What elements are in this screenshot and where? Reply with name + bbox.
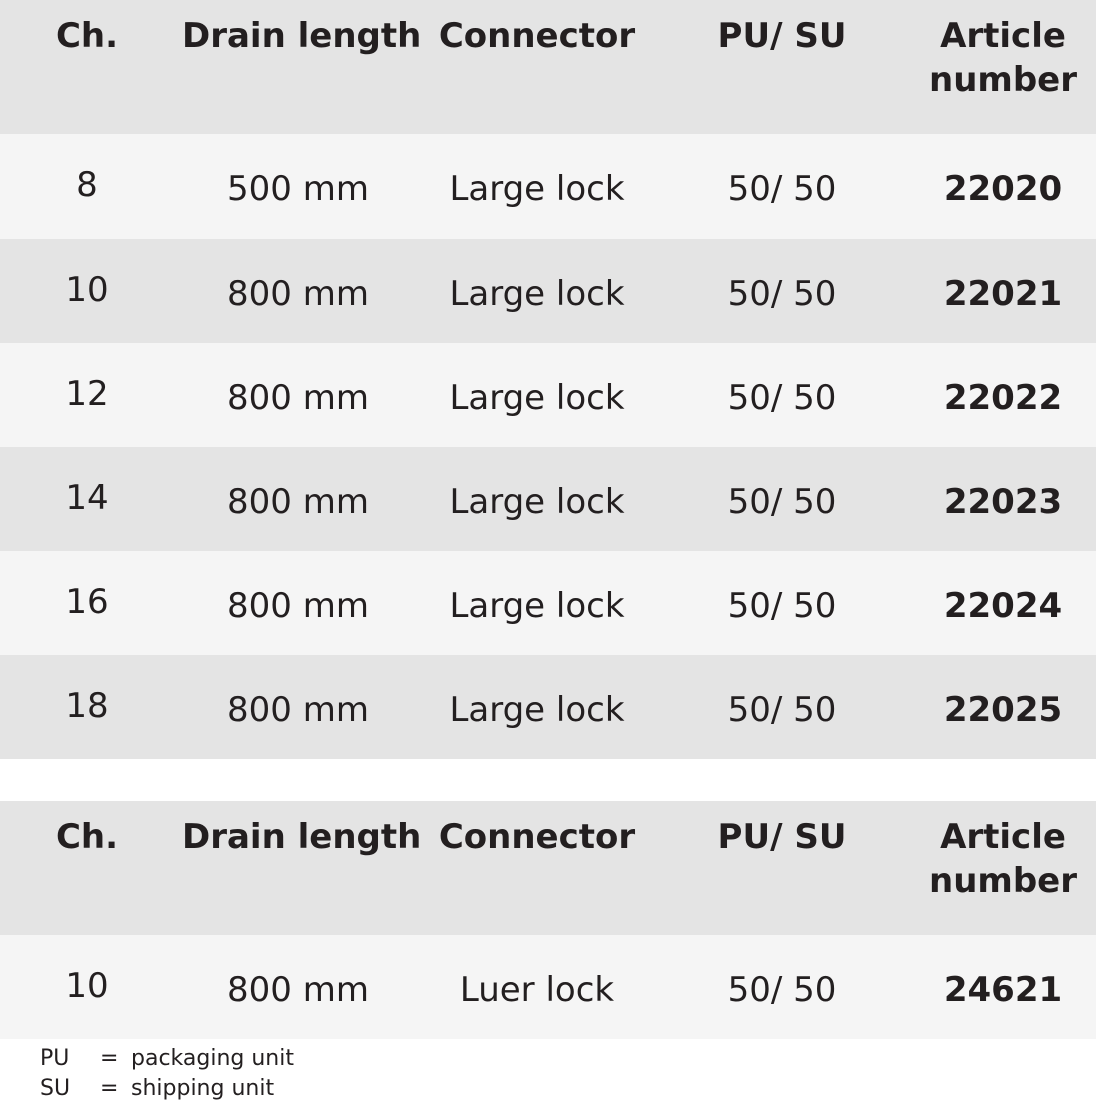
cell-drain-length: 800 mm [227, 482, 369, 522]
cell-article-number: 24621 [943, 970, 1063, 1010]
legend-item-pu [40, 1044, 440, 1074]
table-row [0, 134, 1096, 239]
table-row [0, 551, 1096, 655]
cell-ch: 10 [65, 966, 109, 1006]
cell-drain-length: 800 mm [227, 274, 369, 314]
table-header-row [0, 0, 1096, 134]
cell-pu-su: 50/ 50 [727, 482, 837, 522]
header-article-line2: number [928, 60, 1077, 100]
cell-pu-su: 50/ 50 [727, 970, 837, 1010]
cell-drain-length: 500 mm [227, 169, 369, 209]
cell-connector: Large lock [449, 169, 625, 209]
cell-connector: Large lock [449, 274, 625, 314]
header-ch: Ch. [55, 16, 119, 56]
cell-article-number: 22020 [943, 169, 1063, 209]
cell-connector: Large lock [449, 378, 625, 418]
cell-drain-length: 800 mm [227, 690, 369, 730]
cell-connector: Large lock [449, 482, 625, 522]
cell-pu-su: 50/ 50 [727, 274, 837, 314]
product-table-luer-lock [0, 801, 1096, 1039]
cell-article-number: 22023 [943, 482, 1063, 522]
header-article-number [906, 815, 1096, 903]
legend-equals: = [100, 1046, 119, 1071]
cell-connector: Large lock [449, 690, 625, 730]
cell-ch: 18 [65, 686, 109, 726]
legend [40, 1044, 440, 1104]
table-row [0, 447, 1096, 551]
cell-ch: 12 [65, 374, 109, 414]
legend-item-su [40, 1074, 440, 1104]
legend-definition: shipping unit [131, 1076, 275, 1101]
cell-article-number: 22021 [943, 274, 1063, 314]
cell-ch: 16 [65, 582, 109, 622]
cell-pu-su: 50/ 50 [727, 586, 837, 626]
header-pu-su: PU/ SU [717, 16, 847, 56]
header-connector: Connector [438, 16, 636, 56]
cell-drain-length: 800 mm [227, 378, 369, 418]
table-row [0, 239, 1096, 343]
cell-article-number: 22024 [943, 586, 1063, 626]
cell-connector: Large lock [449, 586, 625, 626]
legend-abbr: PU [40, 1046, 70, 1071]
cell-ch: 10 [65, 270, 109, 310]
cell-pu-su: 50/ 50 [727, 690, 837, 730]
header-article-line1: Article [940, 817, 1066, 857]
cell-ch: 14 [65, 478, 109, 518]
header-pu-su: PU/ SU [717, 817, 847, 857]
legend-equals: = [100, 1076, 119, 1101]
cell-drain-length: 800 mm [227, 970, 369, 1010]
table-row [0, 343, 1096, 447]
cell-article-number: 22022 [943, 378, 1063, 418]
cell-ch: 8 [76, 165, 98, 205]
header-article-number [906, 14, 1096, 102]
legend-abbr: SU [40, 1076, 71, 1101]
header-drain-length: Drain length [182, 817, 422, 857]
header-drain-length: Drain length [182, 16, 422, 56]
cell-drain-length: 800 mm [227, 586, 369, 626]
table-header-row [0, 801, 1096, 935]
header-connector: Connector [438, 817, 636, 857]
legend-definition: packaging unit [131, 1046, 294, 1071]
header-article-line2: number [928, 861, 1077, 901]
cell-pu-su: 50/ 50 [727, 378, 837, 418]
header-ch: Ch. [55, 817, 119, 857]
header-article-line1: Article [940, 16, 1066, 56]
cell-connector: Luer lock [459, 970, 615, 1010]
table-row [0, 935, 1096, 1039]
cell-pu-su: 50/ 50 [727, 169, 837, 209]
table-row [0, 655, 1096, 759]
cell-article-number: 22025 [943, 690, 1063, 730]
